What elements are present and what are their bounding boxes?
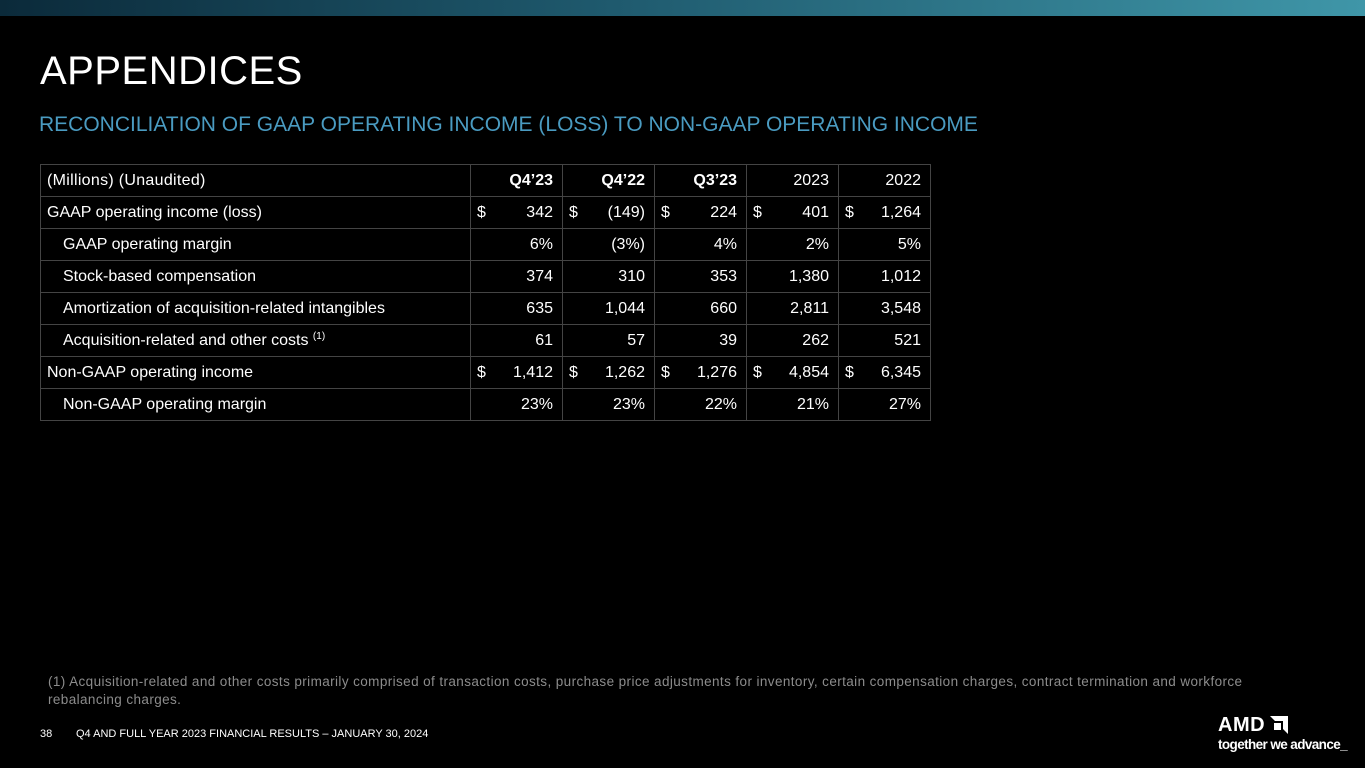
table-cell: 27% (839, 389, 931, 421)
table-cell: 22% (655, 389, 747, 421)
logo-tagline: together we advance_ (1218, 737, 1348, 752)
table-cell: 1,012 (839, 261, 931, 293)
currency-symbol: $ (753, 203, 762, 221)
table-cell: 21% (747, 389, 839, 421)
amd-arrow-icon (1270, 716, 1288, 734)
column-header: 2022 (839, 165, 931, 197)
cell-value: 224 (710, 203, 737, 221)
table-cell (471, 357, 563, 389)
footnote-ref: (1) (312, 331, 326, 342)
amd-logo (1218, 714, 1348, 754)
table-row (41, 357, 931, 389)
table-row (41, 229, 931, 261)
table-row (41, 261, 931, 293)
page-title: APPENDICES (40, 49, 303, 93)
table-cell: 310 (563, 261, 655, 293)
table-cell: 635 (471, 293, 563, 325)
currency-symbol: $ (661, 203, 670, 221)
table-cell (655, 197, 747, 229)
cell-value: 1,412 (512, 363, 553, 381)
cell-value: (149) (607, 203, 645, 221)
cell-value: 6,345 (880, 363, 921, 381)
table-cell (471, 197, 563, 229)
table-row (41, 293, 931, 325)
table-cell (563, 357, 655, 389)
table-cell: 23% (471, 389, 563, 421)
table-cell: 374 (471, 261, 563, 293)
row-label (41, 325, 471, 357)
currency-symbol: $ (845, 363, 854, 381)
currency-symbol: $ (845, 203, 854, 221)
column-header: Q3’23 (655, 165, 747, 197)
row-label: Amortization of acquisition-related intangibles (41, 293, 471, 325)
currency-symbol: $ (569, 363, 578, 381)
currency-symbol: $ (477, 203, 486, 221)
table-cell (839, 197, 931, 229)
table-cell (839, 357, 931, 389)
row-label-text: Acquisition-related and other costs (63, 332, 309, 349)
table-cell: 57 (563, 325, 655, 357)
column-header: Q4’22 (563, 165, 655, 197)
footnote: (1) Acquisition-related and other costs primarily comprised of transaction costs, purchase price adjustments for inventory, certain compensation charges, contract termination and workforce rebalancing charges. (48, 674, 1243, 707)
row-label: Non-GAAP operating margin (41, 389, 471, 421)
table-cell: 39 (655, 325, 747, 357)
table-cell: (3%) (563, 229, 655, 261)
reconciliation-table (40, 164, 931, 421)
currency-symbol: $ (569, 203, 578, 221)
cell-value: 1,264 (880, 203, 921, 221)
table-cell: 521 (839, 325, 931, 357)
table-cell: 2,811 (747, 293, 839, 325)
row-label: GAAP operating income (loss) (41, 197, 471, 229)
currency-symbol: $ (477, 363, 486, 381)
row-label: Non-GAAP operating income (41, 357, 471, 389)
table-cell: 353 (655, 261, 747, 293)
cell-value: 342 (526, 203, 553, 221)
cell-value: 1,276 (696, 363, 737, 381)
cell-value: 4,854 (788, 363, 829, 381)
table-cell (655, 357, 747, 389)
column-header: 2023 (747, 165, 839, 197)
table-cell: 1,380 (747, 261, 839, 293)
table-cell: 262 (747, 325, 839, 357)
table-cell (747, 357, 839, 389)
table-header-row (41, 165, 931, 197)
currency-symbol: $ (753, 363, 762, 381)
table-row (41, 325, 931, 357)
table-cell: 660 (655, 293, 747, 325)
table-cell: 23% (563, 389, 655, 421)
table-row (41, 389, 931, 421)
logo-wordmark: AMD (1218, 714, 1266, 736)
table-cell: 61 (471, 325, 563, 357)
table-cell: 5% (839, 229, 931, 261)
table-cell: 4% (655, 229, 747, 261)
row-label: GAAP operating margin (41, 229, 471, 261)
table-cell: 3,548 (839, 293, 931, 325)
footer-text: Q4 AND FULL YEAR 2023 FINANCIAL RESULTS – JANUARY 30, 2024 (76, 728, 429, 740)
table-cell (563, 197, 655, 229)
page-number: 38 (40, 728, 53, 740)
table-cell: 6% (471, 229, 563, 261)
top-accent-bar (0, 0, 1365, 16)
table-row (41, 197, 931, 229)
page-subtitle: RECONCILIATION OF GAAP OPERATING INCOME (LOSS) TO NON-GAAP OPERATING INCOME (39, 113, 978, 136)
cell-value: 401 (802, 203, 829, 221)
table-cell: 1,044 (563, 293, 655, 325)
table-cell (747, 197, 839, 229)
row-label: Stock-based compensation (41, 261, 471, 293)
currency-symbol: $ (661, 363, 670, 381)
header-label: (Millions) (Unaudited) (41, 165, 471, 197)
cell-value: 1,262 (604, 363, 645, 381)
table-cell: 2% (747, 229, 839, 261)
column-header: Q4’23 (471, 165, 563, 197)
